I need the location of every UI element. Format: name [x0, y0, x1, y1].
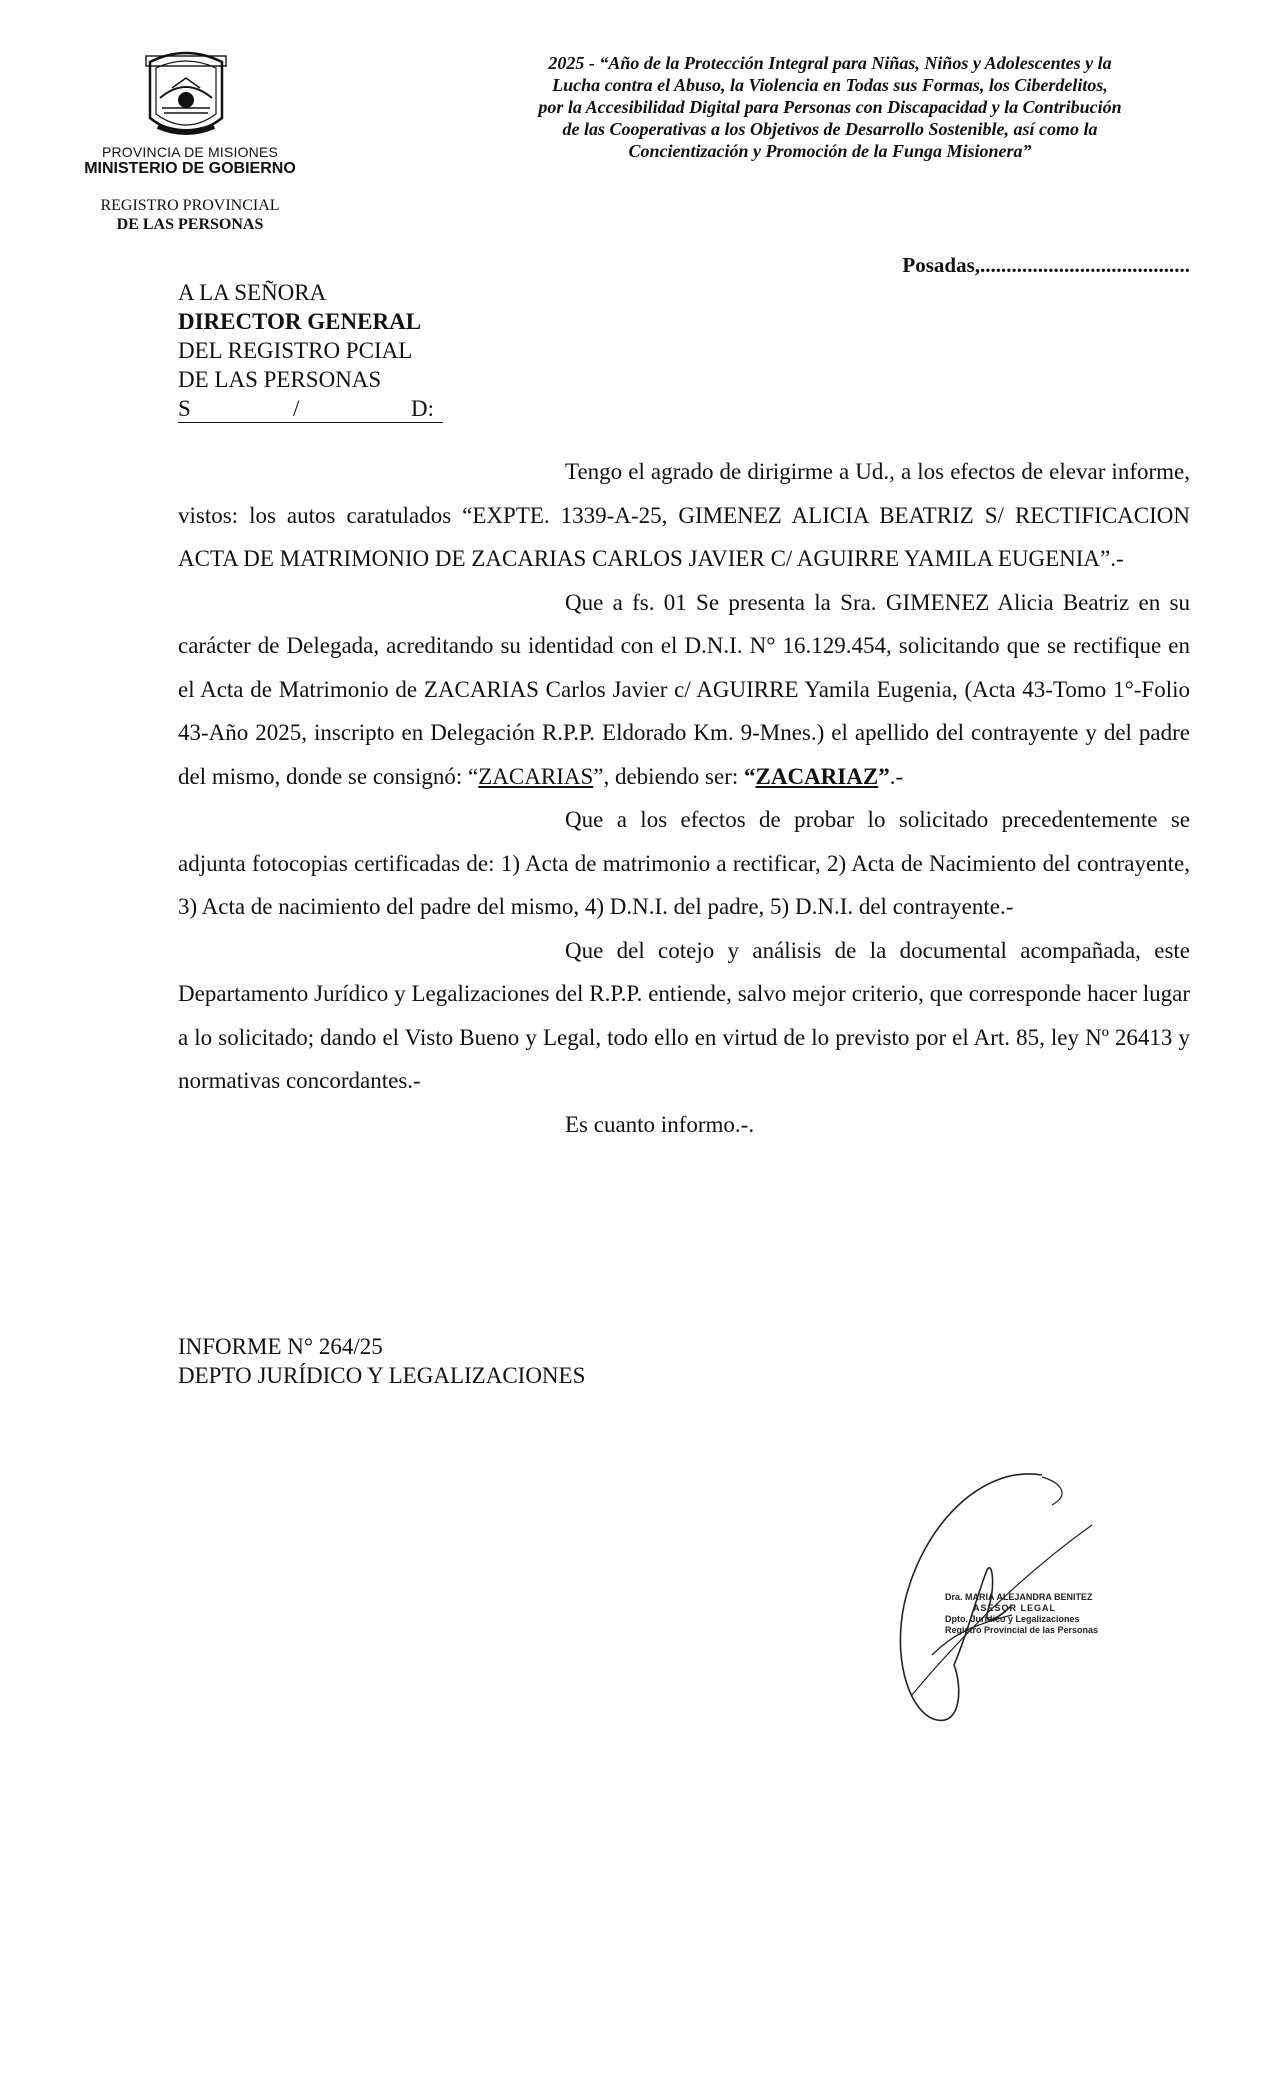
registry-block: [60, 196, 320, 234]
year-motto: [470, 52, 1190, 162]
correct-surname: ZACARIAZ: [755, 763, 879, 789]
motto-line-4: de las Cooperativas a los Objetivos de Desarrollo Sostenible, así como la: [562, 119, 1098, 139]
motto-line-1-text: “Año de la Protección Integral para Niñas, Niños y Adolescentes y la: [599, 53, 1112, 73]
motto-line-1: [470, 52, 1190, 74]
report-body: [178, 450, 1190, 1146]
paragraph-2-text: Que a fs. 01 Se presenta la Sra. GIMENEZ Alicia Beatriz en su carácter de Delegada, acreditando su identidad con el D.N.I. N° 16.129.454, solicitando que se rectifique en el Acta de Matrimonio de ZACARIAS Carlos Javier c/ AGUIRRE Yamila Eugenia, (Acta 43-Tomo 1°-Folio 43-Año 2025, inscripto en Delegación R.P.P. Eldorado Km. 9-Mnes.) el apellido del contrayente y del padre del mismo, donde se consignó: “: [178, 589, 1190, 789]
provincial-seal-icon: [142, 48, 230, 144]
paragraph-3: Que a los efectos de probar lo solicitado precedentemente se adjunta fotocopias certificadas de: 1) Acta de matrimonio a rectificar, 2) Acta de Nacimiento del contrayente, 3) Acta de nacimiento del padre del mismo, 4) D.N.I. del padre, 5) D.N.I. del contrayente.-: [178, 807, 1190, 919]
place-date: Posadas,........................................: [902, 253, 1190, 277]
legal-advisor-stamp: [945, 1592, 1125, 1636]
addressee-block: [178, 278, 443, 423]
province-name: PROVINCIA DE MISIONES: [101, 144, 279, 160]
addressee-line-3: DEL REGISTRO PCIAL: [178, 338, 413, 363]
wrong-surname: ZACARIAS: [478, 763, 594, 789]
close-quote: ”: [878, 763, 890, 789]
sd-s: S: [178, 396, 191, 421]
paragraph-2-cont: ”, debiendo ser:: [593, 763, 739, 789]
stamp-line-2: ASESOR LEGAL: [973, 1603, 1057, 1613]
paragraph-2-end: .-: [889, 763, 904, 789]
salutation-sd: [178, 396, 443, 423]
motto-line-2: Lucha contra el Abuso, la Violencia en Todas sus Formas, los Ciberdelitos,: [552, 75, 1108, 95]
report-number: INFORME N° 264/25: [178, 1334, 383, 1359]
department-name: DEPTO JURÍDICO Y LEGALIZACIONES: [178, 1363, 586, 1388]
motto-line-3: por la Accesibilidad Digital para Personas con Discapacidad y la Contribución: [538, 97, 1122, 117]
ministry-name: MINISTERIO DE GOBIERNO: [84, 160, 296, 177]
paragraph-5: Es cuanto informo.-.: [565, 1111, 755, 1137]
report-footer: [178, 1332, 585, 1390]
registry-line-1: REGISTRO PROVINCIAL: [100, 197, 280, 214]
registry-line-2: DE LAS PERSONAS: [116, 216, 264, 233]
open-quote: “: [744, 763, 756, 789]
stamp-line-1: Dra. MARIA ALEJANDRA BENITEZ: [945, 1592, 1093, 1602]
stamp-line-3: Dpto. Jurídico y Legalizaciones: [945, 1614, 1080, 1624]
ministry-block: [60, 144, 320, 178]
motto-line-5: Concientización y Promoción de la Funga Misionera”: [628, 141, 1032, 161]
motto-year: 2025 -: [548, 53, 595, 73]
addressee-line-1: A LA SEÑORA: [178, 280, 327, 305]
paragraph-4: Que del cotejo y análisis de la documental acompañada, este Departamento Jurídico y Legalizaciones del R.P.P. entiende, salvo mejor criterio, que corresponde hacer lugar a lo solicitado; dando el Visto Bueno y Legal, todo ello en virtud de lo previsto por el Art. 85, ley Nº 26413 y normativas concordantes.-: [178, 937, 1190, 1093]
sd-d: D:: [411, 396, 434, 421]
sd-slash: /: [293, 396, 300, 421]
addressee-line-2: DIRECTOR GENERAL: [178, 309, 422, 334]
paragraph-1: Tengo el agrado de dirigirme a Ud., a los efectos de elevar informe, vistos: los autos caratulados “EXPTE. 1339-A-25, GIMENEZ ALICIA BEATRIZ S/ RECTIFICACION ACTA DE MATRIMONIO DE ZACARIAS CARLOS JAVIER C/ AGUIRRE YAMILA EUGENIA”.-: [178, 459, 1190, 571]
stamp-line-4: Registro Provincial de las Personas: [945, 1625, 1099, 1635]
addressee-line-4: DE LAS PERSONAS: [178, 367, 382, 392]
paragraph-2: [178, 581, 1190, 799]
